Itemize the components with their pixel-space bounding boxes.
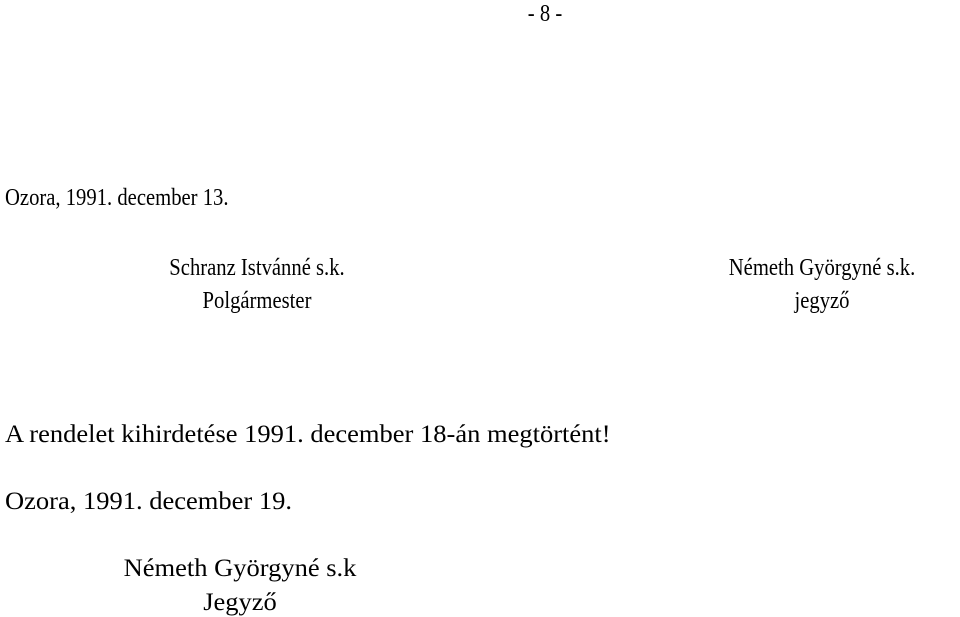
page-number: - 8 -	[527, 1, 563, 27]
place-date-line: Ozora, 1991. december 13.	[5, 185, 229, 211]
notary-title: jegyző	[794, 288, 850, 314]
announcement-text: A rendelet kihirdetése 1991. december 18-án megtörtént!	[5, 421, 611, 448]
announcement-place-date: Ozora, 1991. december 19.	[5, 488, 292, 515]
announcement-signatory-name: Németh Györgyné s.k	[123, 555, 357, 582]
announcement-signatory-title: Jegyző	[203, 589, 277, 616]
notary-name: Németh Györgyné s.k.	[728, 255, 916, 281]
mayor-title: Polgármester	[202, 288, 312, 314]
mayor-name: Schranz Istvánné s.k.	[169, 255, 345, 281]
